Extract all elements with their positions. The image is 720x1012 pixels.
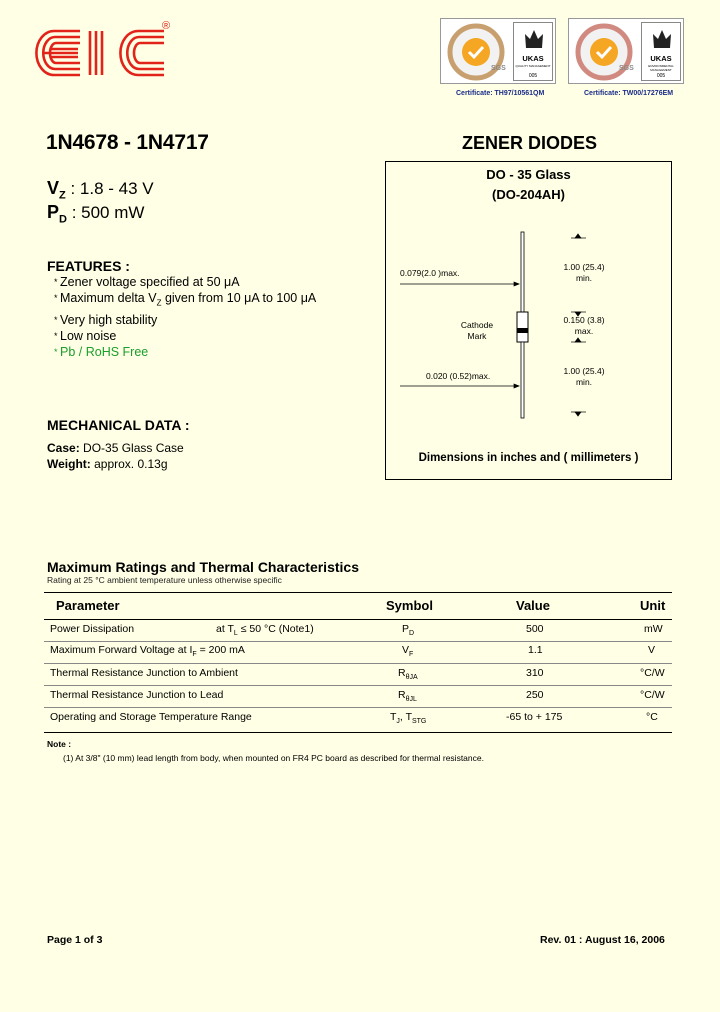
dim-body-length-value: 0.150 (3.8) [563, 315, 605, 325]
page-number: Page 1 of 3 [47, 934, 103, 946]
feature-item: * Very high stability [54, 312, 316, 328]
cell-value: -65 to + 175 [506, 711, 563, 723]
cell-condition [216, 623, 314, 637]
cell-value: 1.1 [528, 644, 543, 656]
cell-unit: mW [644, 623, 663, 635]
dim-wire-diameter: 0.020 (0.52)max. [426, 371, 491, 381]
sgs-label: SGS [491, 65, 506, 72]
cell-value: 310 [526, 667, 544, 679]
dimensions-caption: Dimensions in inches and ( millimeters ) [418, 452, 639, 464]
cell-symbol [398, 667, 418, 681]
cell-symbol-sub2: STG [411, 718, 427, 726]
part-range-title: 1N4678 - 1N4717 [46, 131, 209, 154]
ukas-sub: ENVIRONMENTAL MANAGEMENT [648, 64, 674, 72]
ukas-text: UKAS [650, 54, 672, 63]
pd-value: : 500 mW [71, 203, 145, 222]
cell-unit: °C/W [640, 667, 665, 679]
crown-icon [523, 26, 545, 52]
package-drawing-box [385, 161, 672, 480]
company-logo [34, 22, 174, 84]
registered-mark: ® [162, 20, 171, 32]
feature-item: * Zener voltage specified at 50 μA [54, 274, 316, 290]
weight-label: Weight: [47, 457, 91, 471]
cell-symbol-sub: θJL [405, 696, 417, 704]
cell-symbol-sub: θJA [405, 674, 418, 682]
cell-symbol-mid: , T [399, 711, 412, 723]
ukas-sub: QUALITY MANAGEMENT [515, 64, 551, 68]
ukas-mark [641, 22, 681, 81]
weight-line [47, 456, 184, 472]
cell-param: Operating and Storage Temperature Range [50, 711, 252, 723]
cell-value: 500 [526, 623, 544, 635]
certificate-label-environment: Certificate: TW00/17276EM [584, 90, 674, 97]
ratings-subtitle: Rating at 25 °C ambient temperature unless otherwise specific [47, 575, 282, 585]
dim-lead-diameter: 0.079(2.0 )max. [400, 268, 460, 278]
package-title: DO - 35 Glass [486, 167, 571, 182]
cell-symbol-sub: F [409, 651, 414, 659]
certificate-badge-quality [440, 18, 556, 84]
ukas-code: 005 [528, 73, 538, 79]
feature-text-rest: given from 10 μA to 100 μA [161, 291, 317, 305]
certificate-badge-environment [568, 18, 684, 84]
feature-item-rohs: * Pb / RoHS Free [54, 344, 316, 360]
cathode-mark-label [456, 320, 498, 342]
vz-value: : 1.8 - 43 V [70, 179, 154, 198]
cathode-label-line2: Mark [467, 331, 487, 341]
vz-spec [47, 178, 154, 201]
cell-symbol-sub: J [396, 718, 400, 726]
feature-sub: Z [156, 298, 162, 308]
cell-symbol [402, 623, 414, 637]
ratings-title: Maximum Ratings and Thermal Characteristics [47, 559, 359, 575]
feature-text: Maximum delta V [60, 291, 157, 305]
cell-param: Power Dissipation [50, 623, 135, 635]
note-item: (1) At 3/8" (10 mm) lead length from body, when mounted on FR4 PC board as described for thermal resistance. [63, 753, 484, 763]
col-header-unit: Unit [640, 598, 666, 613]
case-value: DO-35 Glass Case [79, 441, 184, 455]
ukas-text: UKAS [522, 54, 544, 63]
cell-unit: °C [646, 711, 658, 723]
table-rule-bottom [44, 732, 672, 733]
table-rule [44, 707, 672, 708]
weight-value: approx. 0.13g [90, 457, 168, 471]
dim-lead-length-top-unit: min. [575, 273, 593, 283]
cell-param-text: Maximum Forward Voltage at I [50, 644, 193, 656]
certificate-label-quality: Certificate: TH97/10561QM [456, 90, 545, 97]
cell-param-rest: = 200 mA [196, 644, 245, 656]
table-rule-top [44, 592, 672, 593]
revision-date: Rev. 01 : August 16, 2006 [540, 934, 665, 946]
ukas-code: 005 [656, 73, 666, 79]
dim-body-length-unit: max. [574, 326, 594, 336]
crown-icon [651, 26, 673, 52]
category-title: ZENER DIODES [462, 133, 598, 153]
pd-symbol: P [47, 202, 60, 222]
cell-symbol-text: R [398, 689, 406, 701]
dim-lead-length-bottom-value: 1.00 (25.4) [563, 366, 605, 376]
dim-lead-length-bottom-unit: min. [575, 377, 593, 387]
dim-lead-length-top-value: 1.00 (25.4) [563, 262, 605, 272]
ukas-mark [513, 22, 553, 81]
cell-symbol-text: T [390, 711, 397, 723]
cell-condition-text: at T [216, 623, 234, 635]
notes-heading: Note : [47, 739, 72, 749]
table-rule-header [44, 619, 672, 620]
col-header-parameter: Parameter [56, 598, 120, 613]
eic-logo-graphic [34, 22, 174, 84]
cell-symbol-text: P [402, 623, 410, 635]
col-header-value: Value [516, 598, 550, 613]
package-subtitle: (DO-204AH) [492, 187, 565, 202]
dim-lead-length-top [556, 262, 612, 284]
vz-sub: Z [59, 189, 66, 202]
case-line [47, 440, 184, 456]
features-list [54, 274, 316, 360]
cell-symbol [402, 644, 413, 658]
sgs-label: SGS [619, 65, 634, 72]
vz-symbol: V [47, 178, 60, 198]
cell-param: Thermal Resistance Junction to Lead [50, 689, 224, 701]
pd-spec [47, 202, 144, 225]
table-rule [44, 685, 672, 686]
cell-symbol [398, 689, 417, 703]
cell-symbol-text: V [402, 644, 410, 656]
cell-symbol-text: R [398, 667, 406, 679]
cell-symbol [390, 711, 426, 725]
dim-lead-length-bottom [556, 366, 612, 388]
table-rule [44, 641, 672, 642]
pd-sub: D [59, 213, 67, 226]
cell-condition-sub: L [233, 630, 238, 638]
diode-outline-drawing [386, 162, 673, 481]
notes [47, 737, 484, 765]
iso-seal-icon [573, 23, 635, 81]
mechanical-heading: MECHANICAL DATA : [47, 417, 190, 433]
cell-param: Thermal Resistance Junction to Ambient [50, 667, 238, 679]
table-rule [44, 663, 672, 664]
case-label: Case: [47, 441, 80, 455]
col-header-symbol: Symbol [386, 598, 433, 613]
feature-item: * Low noise [54, 328, 316, 344]
features-heading: FEATURES : [47, 258, 130, 274]
cell-param-sub: F [192, 651, 197, 659]
feature-item [54, 290, 316, 312]
cell-unit: °C/W [640, 689, 665, 701]
iso-seal-icon [445, 23, 507, 81]
mechanical-data [47, 440, 184, 472]
cell-param [50, 644, 245, 658]
dim-body-length [556, 315, 612, 337]
cell-value: 250 [526, 689, 544, 701]
cathode-label-line1: Cathode [460, 320, 494, 330]
cell-unit: V [648, 644, 656, 656]
cell-condition-rest: ≤ 50 °C (Note1) [237, 623, 314, 635]
cell-symbol-sub: D [409, 630, 415, 638]
